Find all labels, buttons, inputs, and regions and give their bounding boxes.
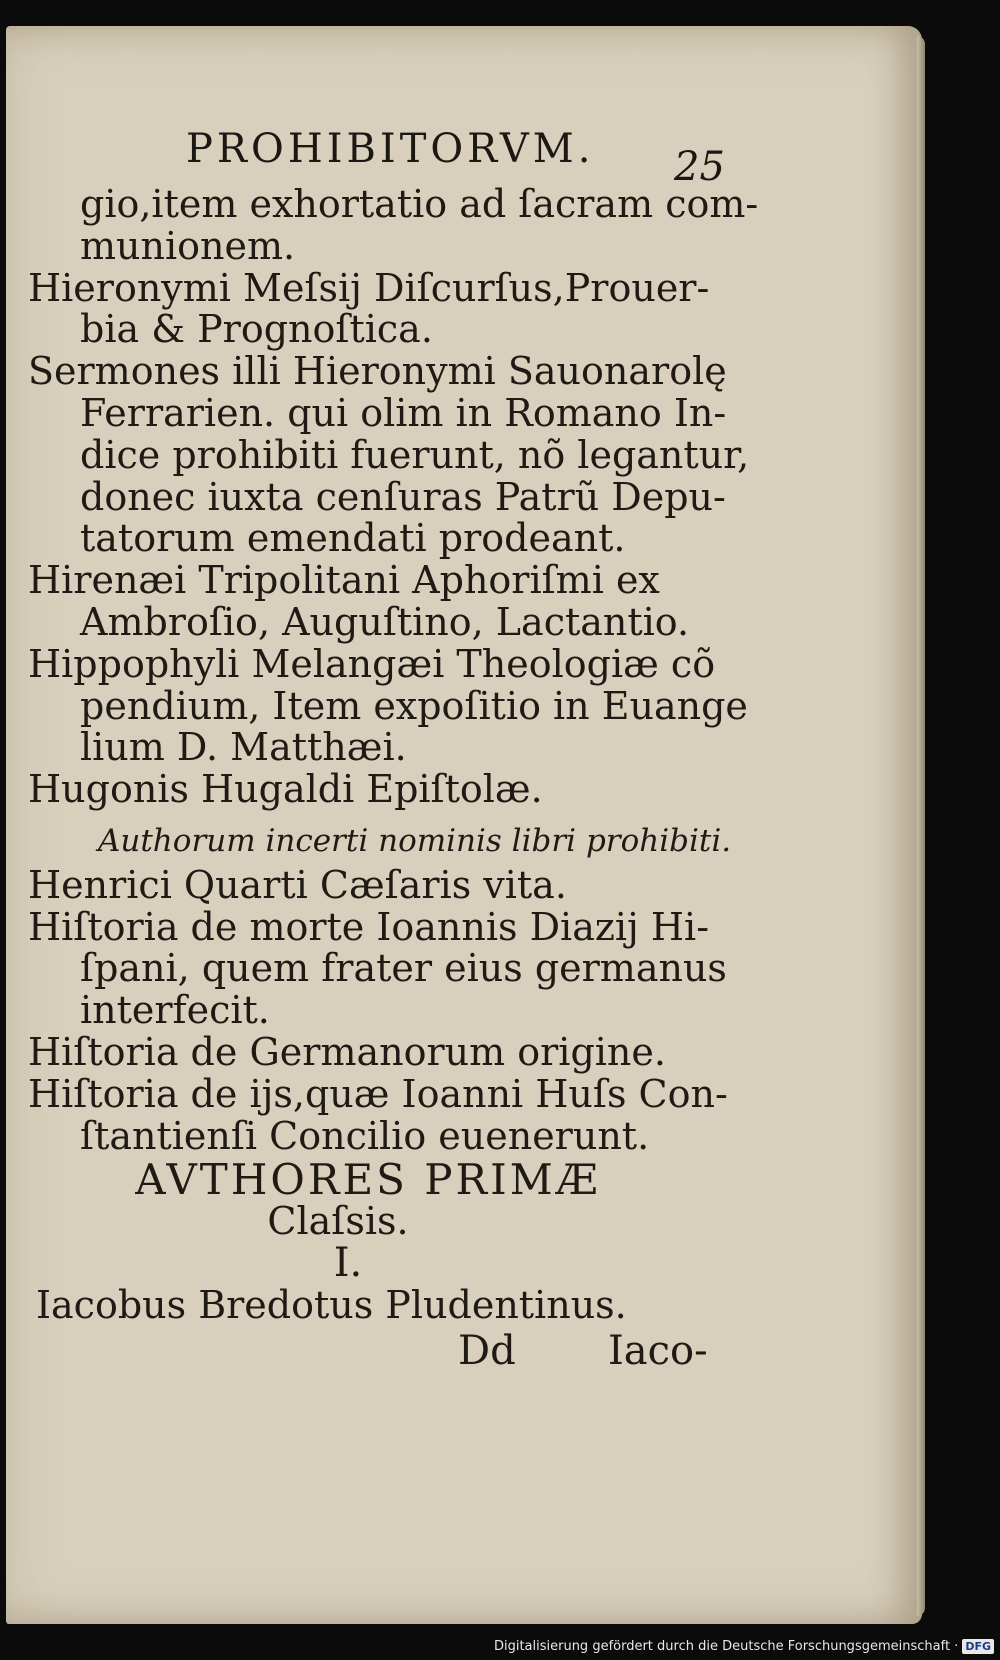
entry-line: Hugonis Hugaldi Epiſtolæ. [28, 767, 543, 812]
entry-line: gio,item exhortatio ad ſacram com- [80, 182, 759, 226]
entry-line: dice prohibiti fuerunt, nõ legantur, [80, 432, 750, 477]
list-item [28, 349, 750, 561]
running-title: PROHIBITORVM. [186, 126, 595, 172]
list-item [28, 769, 718, 811]
signature-mark: Dd [458, 1327, 516, 1374]
class-heading-title: AVTHORES PRIMÆ [135, 1155, 601, 1205]
footer-credit: Digitalisierung gefördert durch die Deutsche Forschungsgemeinschaft · [493, 1638, 959, 1654]
catch-line [28, 1327, 718, 1375]
entry-line: Hippophyli Melangæi Theologiæ cõ [28, 641, 716, 686]
entry-line: ſpani, quem frater eius germanus [80, 946, 727, 991]
list-item [28, 560, 718, 644]
list-item [28, 182, 759, 268]
entry-list-bottom [28, 862, 728, 1158]
list-item [28, 862, 718, 907]
page-edge [917, 36, 925, 1616]
entry-line: lium D. Matthæi. [80, 725, 407, 770]
text-block [28, 182, 759, 1375]
entry-line: munionem. [80, 223, 296, 268]
entry-list-top [28, 182, 759, 812]
book-page [6, 26, 922, 1624]
entry-line: Sermones illi Hieronymi Sauonarolę [28, 349, 727, 394]
class-heading-subtitle: Claſsis. [267, 1199, 409, 1244]
digitization-footer [494, 1634, 994, 1658]
entry-line: ſtantienſi Concilio euenerunt. [80, 1113, 650, 1158]
entry-line: Ferrarien. qui olim in Romano In- [80, 390, 727, 435]
list-item [28, 641, 748, 770]
entry-line: Hirenæi Tripolitani Aphoriſmi ex [28, 558, 660, 603]
entry-line: interfecit. [80, 988, 270, 1033]
list-item [28, 1071, 728, 1158]
list-item [28, 904, 727, 1033]
dfg-logo: DFG [962, 1639, 994, 1654]
section-heading: Authorum incerti nominis libri prohibiti. [98, 822, 732, 859]
entry-line: bia & Prognoſtica. [80, 307, 433, 352]
page-number: 25 [674, 144, 725, 190]
entry-line: Hiſtoria de morte Ioannis Diazij Hi- [28, 904, 710, 949]
catchword: Iaco- [608, 1327, 708, 1374]
entry-line: tatorum emendati prodeant. [80, 516, 626, 561]
class-heading-letter: I. [333, 1239, 363, 1286]
entry-line: Hieronymi Meſsij Diſcurſus,Prouer- [28, 265, 710, 310]
list-item [28, 265, 718, 352]
list-item [28, 1029, 718, 1074]
entry-line: Ambroſio, Auguſtino, Lactantio. [80, 599, 690, 644]
entry-line: pendium, Item expoſitio in Euange [80, 683, 748, 728]
entry-line: Hiſtoria de ijs,quæ Ioanni Huſs Con- [28, 1071, 728, 1116]
first-author: Iacobus Bredotus Pludentinus. [36, 1282, 627, 1327]
entry-line: Hiſtoria de Germanorum origine. [28, 1029, 666, 1074]
entry-line: donec iuxta cenſuras Patrũ Depu- [80, 474, 726, 519]
entry-line: Henrici Quarti Cæſaris vita. [28, 862, 567, 907]
